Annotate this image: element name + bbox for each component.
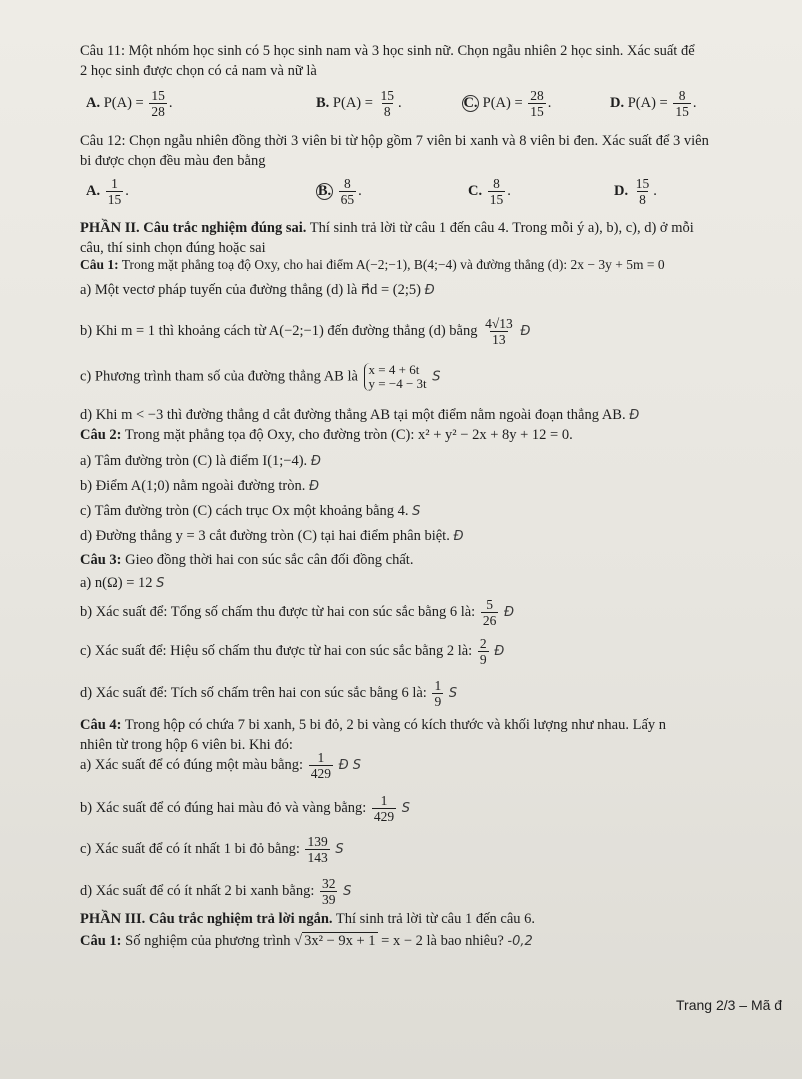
part2-intro: câu, thí sinh chọn đúng hoặc sai <box>80 240 266 256</box>
p2-c3-c: c) Xác suất để: Hiệu số chấm thu được từ hai con súc sắc bằng 2 là: $\frac{2}{9}$ Đ <box>80 636 505 667</box>
p2-c3-a: a) n(Ω) = 12 S <box>80 575 165 591</box>
p2-c4-c: c) Xác suất để có ít nhất 1 bi đỏ bằng: $\frac{139}{143}$ S <box>80 834 344 865</box>
p2-c3-b: b) Xác suất để: Tổng số chấm thu được từ hai con súc sắc bằng 6 là: $\frac{5}{26}$ Đ <box>80 597 515 628</box>
q11-line2: 2 học sinh được chọn có cả nam và nữ là <box>80 63 317 79</box>
p2-c4-a: a) Xác suất để có đúng một màu bằng: $\frac{1}{429}$ Đ S <box>80 750 362 781</box>
p2-c2-c: c) Tâm đường tròn (C) cách trục Ox một khoảng bằng 4. S <box>80 503 421 519</box>
q12-line2: bi được chọn đều màu đen bằng <box>80 153 266 169</box>
p2-c3-d: d) Xác suất để: Tích số chấm trên hai con súc sắc bằng 6 là: $\frac{1}{9}$ S <box>80 678 458 709</box>
p2-c1-stem: Câu 1: Trong mặt phẳng toạ độ Oxy, cho hai điểm A(−2;−1), B(4;−4) và đường thẳng (d): 2x − 3y + 5m = 0 <box>80 257 665 272</box>
p2-c4-stem: Câu 4: Trong hộp có chứa 7 bi xanh, 5 bi đỏ, 2 bi vàng có kích thước và khối lượng như nhau. Lấy n <box>80 717 667 733</box>
p2-c4-b: b) Xác suất để có đúng hai màu đỏ và vàng bằng: $\frac{1}{429}$ S <box>80 793 411 824</box>
p2-c2-stem: Câu 2: Trong mặt phẳng tọa độ Oxy, cho đường tròn (C): x² + y² − 2x + 8y + 12 = 0. <box>80 427 573 443</box>
p2-c2-d: d) Đường thẳng y = 3 cắt đường tròn (C) tại hai điểm phân biệt. Đ <box>80 528 464 544</box>
p2-c2-b: b) Điểm A(1;0) nằm ngoài đường tròn. Đ <box>80 478 320 494</box>
q11-option-b: B. P(A) = $\frac{15}{8}$ . <box>316 88 402 119</box>
part3-heading: PHẦN III. Câu trắc nghiệm trả lời ngắn. Thí sinh trả lời từ câu 1 đến câu 6. <box>80 911 536 927</box>
part2-heading: PHẦN II. Câu trắc nghiệm đúng sai. Thí sinh trả lời từ câu 1 đến câu 4. Trong mỗi ý a), b), c), d) ở mỗi <box>80 220 694 236</box>
p2-c4-stem2: nhiên từ trong hộp 6 viên bi. Khi đó: <box>80 737 293 753</box>
p2-c4-d: d) Xác suất để có ít nhất 2 bi xanh bằng: $\frac{32}{39}$ S <box>80 876 352 907</box>
q12-option-a: A. $\frac{1}{15}$ . <box>86 176 129 207</box>
p2-c2-a: a) Tâm đường tròn (C) là điểm I(1;−4). Đ <box>80 453 321 469</box>
p2-c1-c: c) Phương trình tham số của đường thẳng AB là x = 4 + 6t y = −4 − 3t S <box>80 362 441 391</box>
page-footer: Trang 2/3 – Mã đ <box>676 997 783 1013</box>
q12-option-c: C. $\frac{8}{15}$ . <box>468 176 511 207</box>
q12-line1: Câu 12: Chọn ngẫu nhiên đồng thời 3 viên bi từ hộp gồm 7 viên bi xanh và 8 viên bi đen. Xác suất để 3 viên <box>80 133 709 149</box>
p2-c1-d: d) Khi m < −3 thì đường thẳng d cắt đường thẳng AB tại một điểm nằm ngoài đoạn thẳng AB. Đ <box>80 407 640 423</box>
p2-c1-b: b) Khi m = 1 thì khoảng cách từ A(−2;−1) đến đường thẳng (d) bằng $\frac{4√13}{13}$ Đ <box>80 316 531 347</box>
p2-c3-stem: Câu 3: Gieo đồng thời hai con súc sắc cân đối đồng chất. <box>80 552 414 568</box>
p3-c1: Câu 1: Số nghiệm của phương trình √ 3x² − 9x + 1 = x − 2 là bao nhiêu? -0,2 <box>80 933 533 949</box>
p2-c1-a: a) Một vectơ pháp tuyến của đường thẳng (d) là n⃗d = (2;5) Đ <box>80 282 435 298</box>
q11-option-c: C. P(A) = $\frac{28}{15}$ . <box>463 88 552 119</box>
q12-option-d: D. $\frac{15}{8}$ . <box>614 176 657 207</box>
q11-option-a: A. P(A) = $\frac{15}{28}$ . <box>86 88 173 119</box>
q11-line1: Câu 11: Một nhóm học sinh có 5 học sinh nam và 3 học sinh nữ. Chọn ngẫu nhiên 2 học sinh. Xác suất để <box>80 43 695 59</box>
q12-option-b: B. $\frac{8}{65}$ . <box>317 176 362 207</box>
q11-option-d: D. P(A) = $\frac{8}{15}$ . <box>610 88 697 119</box>
